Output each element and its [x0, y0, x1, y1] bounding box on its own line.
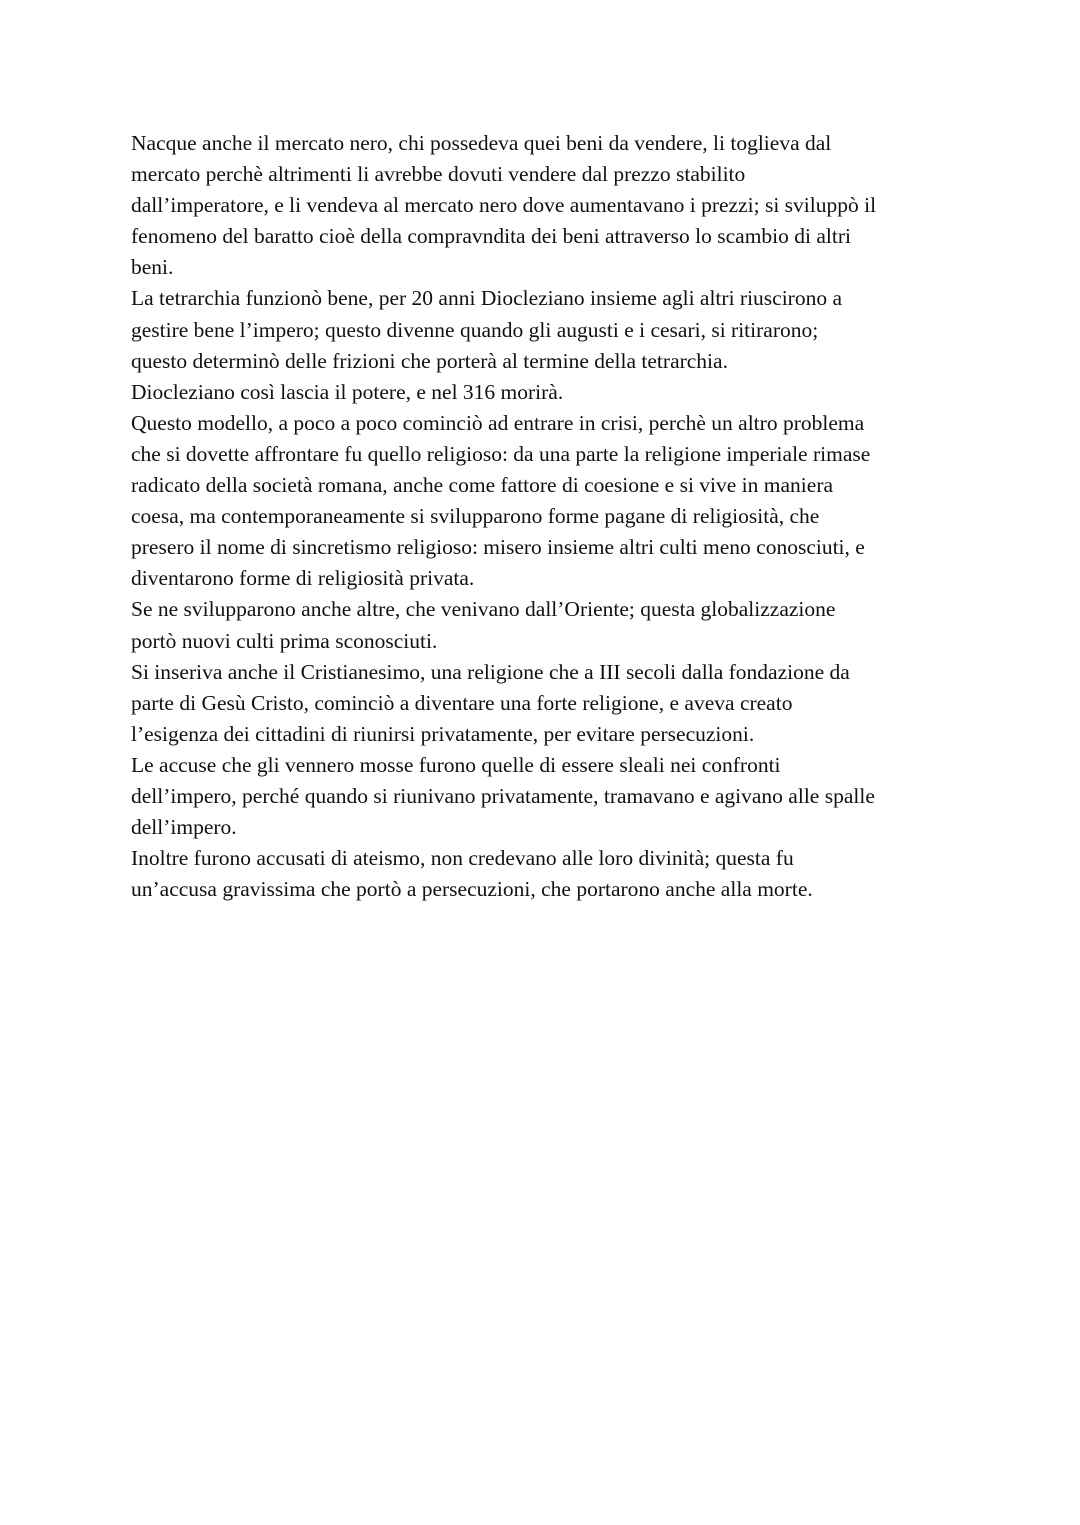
- text-line: che si dovette affrontare fu quello religioso: da una parte la religione imperiale rimase: [131, 441, 871, 466]
- text-line: gestire bene l’impero; questo divenne quando gli augusti e i cesari, si ritirarono;: [131, 317, 819, 342]
- text-line: radicato della società romana, anche come fattore di coesione e si vive in maniera: [131, 473, 834, 498]
- text-line: Questo modello, a poco a poco cominciò ad entrare in crisi, perchè un altro problema: [131, 410, 865, 435]
- text-line: mercato perchè altrimenti li avrebbe dovuti vendere dal prezzo stabilito: [131, 162, 746, 187]
- text-line: parte di Gesù Cristo, cominciò a diventare una forte religione, e aveva creato: [131, 690, 793, 715]
- text-line: La tetrarchia funzionò bene, per 20 anni Diocleziano insieme agli altri riuscirono a: [131, 286, 843, 311]
- text-line: presero il nome di sincretismo religioso: misero insieme altri culti meno conosciuti, e: [131, 535, 865, 560]
- text-line: questo determinò delle frizioni che porterà al termine della tetrarchia.: [131, 348, 728, 373]
- text-line: portò nuovi culti prima sconosciuti.: [131, 628, 438, 653]
- text-line: dell’impero.: [131, 815, 237, 840]
- text-line: un’accusa gravissima che portò a persecuzioni, che portarono anche alla morte.: [131, 877, 813, 902]
- text-line: diventarono forme di religiosità privata.: [131, 566, 475, 591]
- text-line: Nacque anche il mercato nero, chi possedeva quei beni da vendere, li toglieva dal: [131, 131, 832, 155]
- text-line: beni.: [131, 255, 174, 280]
- text-line: coesa, ma contemporaneamente si svilupparono forme pagane di religiosità, che: [131, 504, 820, 529]
- text-line: l’esigenza dei cittadini di riunirsi privatamente, per evitare persecuzioni.: [131, 721, 755, 746]
- text-line: Si inseriva anche il Cristianesimo, una religione che a III secoli dalla fondazione da: [131, 659, 850, 684]
- text-line: Diocleziano così lascia il potere, e nel 316 morirà.: [131, 379, 564, 404]
- text-line: fenomeno del baratto cioè della compravndita dei beni attraverso lo scambio di altri: [131, 224, 851, 249]
- text-line: Le accuse che gli vennero mosse furono quelle di essere sleali nei confronti: [131, 752, 781, 777]
- text-line: Inoltre furono accusati di ateismo, non credevano alle loro divinità; questa fu: [131, 846, 794, 871]
- document-body-text: [131, 128, 961, 905]
- text-line: dall’imperatore, e li vendeva al mercato nero dove aumentavano i prezzi; si sviluppò il: [131, 193, 877, 218]
- text-line: dell’impero, perché quando si riunivano privatamente, tramavano e agivano alle spalle: [131, 783, 875, 808]
- text-line: Se ne svilupparono anche altre, che venivano dall’Oriente; questa globalizzazione: [131, 597, 836, 622]
